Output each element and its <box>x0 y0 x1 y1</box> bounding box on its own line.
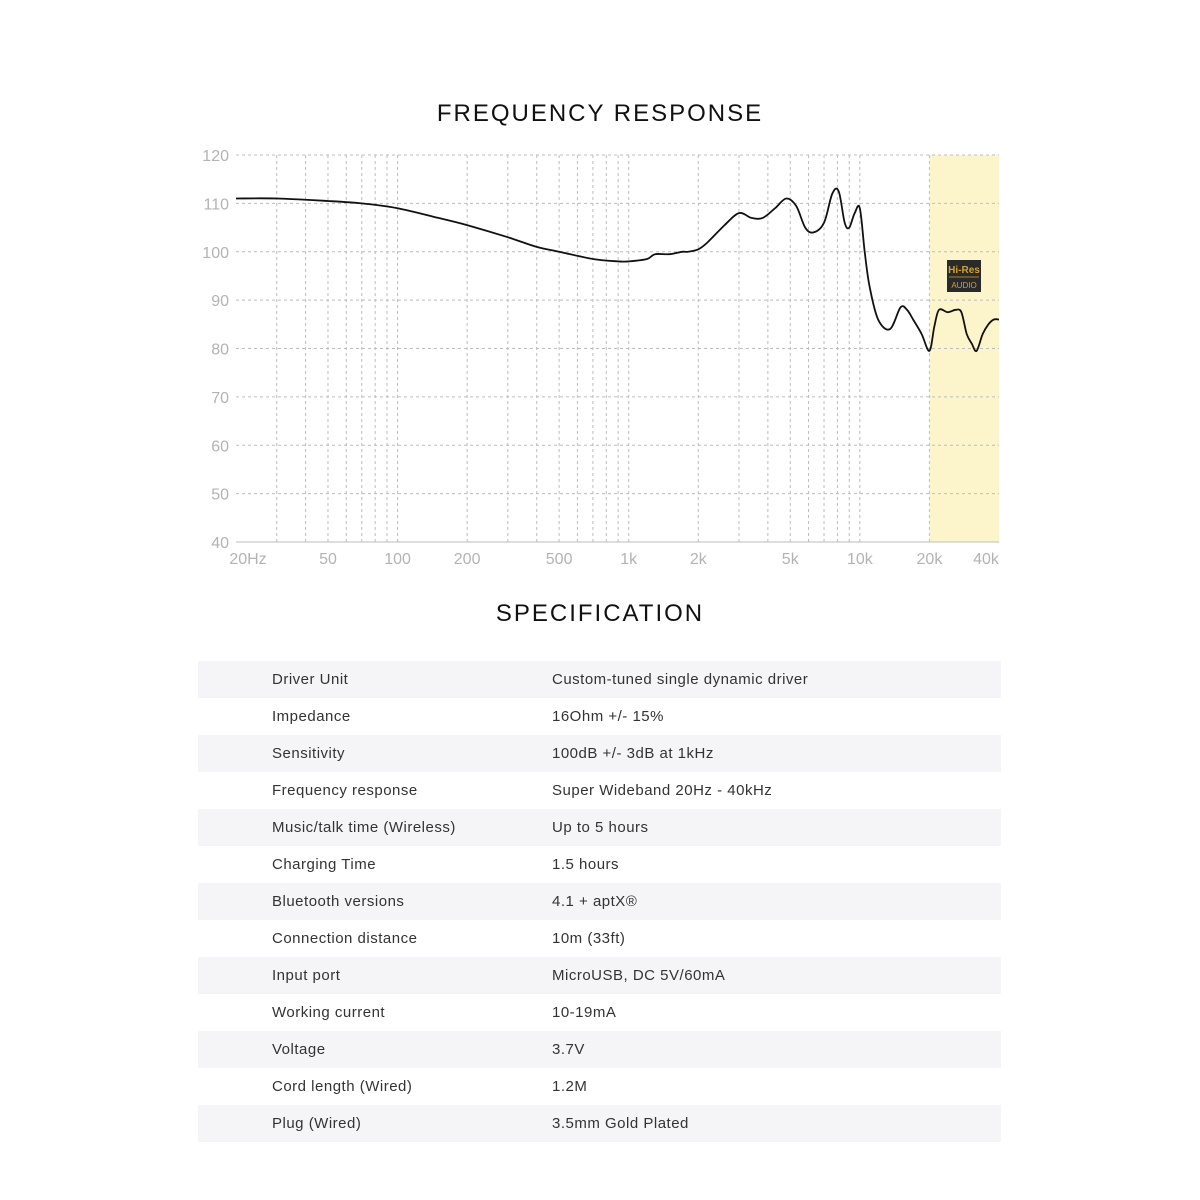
spec-value: 3.5mm Gold Plated <box>552 1105 1001 1142</box>
spec-value: 3.7V <box>552 1031 1001 1068</box>
x-tick-label: 500 <box>545 551 573 568</box>
y-tick-label: 100 <box>202 244 229 262</box>
x-tick-label: 5k <box>781 551 799 568</box>
spec-label: Plug (Wired) <box>198 1105 552 1142</box>
spec-row <box>198 735 1001 772</box>
spec-value: Super Wideband 20Hz - 40kHz <box>552 782 773 799</box>
y-tick-label: 80 <box>211 341 229 359</box>
chart-title: FREQUENCY RESPONSE <box>436 100 764 127</box>
frequency-response-curve <box>236 189 999 352</box>
x-tick-label: 40k <box>973 551 999 568</box>
y-tick-label: 90 <box>211 293 229 311</box>
x-tick-label: 10k <box>846 551 873 568</box>
x-tick-label: 100 <box>384 551 411 568</box>
spec-value: 1.2M <box>552 1078 588 1095</box>
spec-row <box>198 1105 1001 1142</box>
spec-label: Charging Time <box>272 856 377 873</box>
spec-row <box>198 809 1001 846</box>
spec-value: 16Ohm +/- 15% <box>552 708 664 725</box>
spec-row <box>198 883 1001 920</box>
y-tick-label: 50 <box>211 486 229 504</box>
spec-value: Up to 5 hours <box>552 809 1001 846</box>
x-tick-label: 2k <box>689 551 707 568</box>
y-tick-label: 70 <box>211 389 229 407</box>
spec-value: 4.1 + aptX® <box>552 883 1001 920</box>
x-tick-label: 50 <box>319 551 337 568</box>
x-tick-label: 20k <box>916 551 943 568</box>
spec-row <box>198 994 1001 1031</box>
spec-value: 10-19mA <box>552 1004 617 1021</box>
spec-label: Driver Unit <box>198 661 552 698</box>
specification-title: SPECIFICATION <box>495 600 705 627</box>
spec-row <box>198 1031 1001 1068</box>
spec-value: MicroUSB, DC 5V/60mA <box>552 957 1001 994</box>
spec-label: Voltage <box>198 1031 552 1068</box>
spec-label: Impedance <box>272 708 351 725</box>
hires-audio-badge <box>947 260 981 292</box>
spec-label: Input port <box>198 957 552 994</box>
spec-label: Sensitivity <box>198 735 552 772</box>
spec-row <box>198 920 1001 957</box>
specification-table <box>198 661 1001 1142</box>
spec-label: Working current <box>272 1004 386 1021</box>
spec-label: Cord length (Wired) <box>272 1078 413 1095</box>
hires-badge-line1: Hi-Res <box>948 265 980 276</box>
spec-value: 1.5 hours <box>552 856 620 873</box>
spec-label: Music/talk time (Wireless) <box>198 809 552 846</box>
x-tick-label: 200 <box>453 551 481 568</box>
spec-label: Bluetooth versions <box>198 883 552 920</box>
spec-label: Connection distance <box>272 930 418 947</box>
hires-badge-line2: AUDIO <box>951 281 977 290</box>
y-tick-label: 110 <box>203 196 229 214</box>
spec-row <box>198 957 1001 994</box>
spec-row <box>198 846 1001 883</box>
spec-row <box>198 661 1001 698</box>
y-tick-label: 60 <box>211 438 229 456</box>
y-tick-label: 40 <box>211 535 229 552</box>
x-tick-label: 1k <box>620 551 638 568</box>
y-tick-label: 120 <box>202 148 229 165</box>
spec-row <box>198 772 1001 809</box>
spec-row <box>198 698 1001 735</box>
spec-value: Custom-tuned single dynamic driver <box>552 661 1001 698</box>
x-tick-label: 20Hz <box>229 551 267 568</box>
spec-value: 100dB +/- 3dB at 1kHz <box>552 735 1001 772</box>
spec-row <box>198 1068 1001 1105</box>
spec-value: 10m (33ft) <box>552 930 626 947</box>
spec-label: Frequency response <box>272 782 418 799</box>
